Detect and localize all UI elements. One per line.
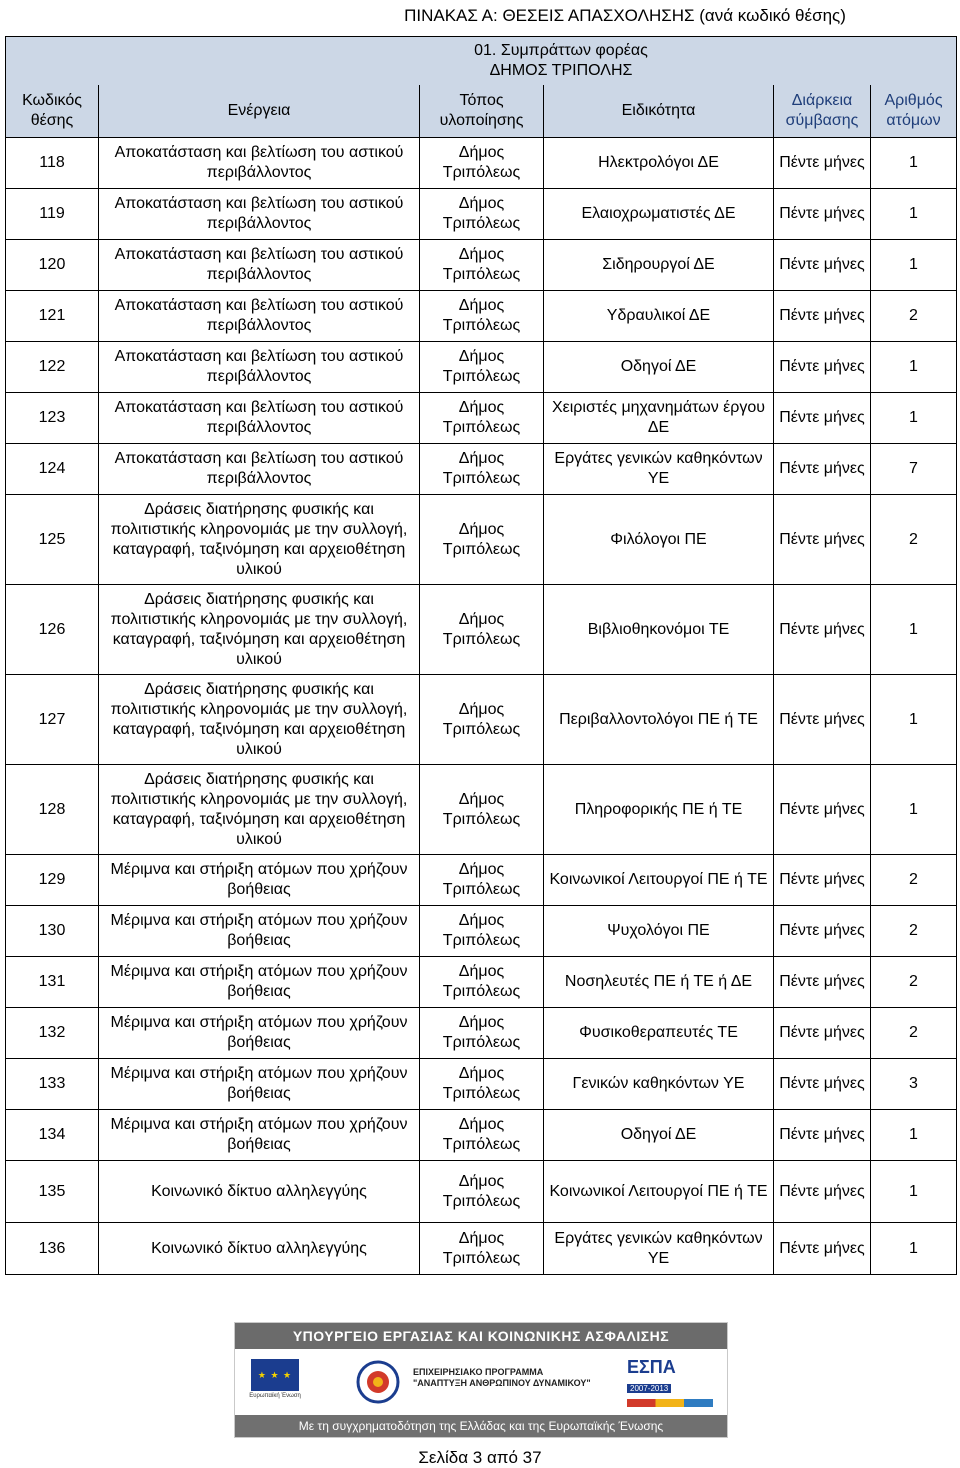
eu-caption: Ευρωπαϊκή Ένωση [249,1393,301,1399]
page-title-text: ΠΙΝΑΚΑΣ Α: ΘΕΣΕΙΣ ΑΠΑΣΧΟΛΗΣΗΣ (ανά κωδικό θέσης) [404,6,846,25]
table-row [6,1110,957,1161]
cell-location: Δήμος Τριπόλεως [420,240,544,291]
cell-action: Μέριμνα και στήριξη ατόμων που χρήζουν βοήθειας [99,957,420,1008]
cell-code: 136 [6,1223,99,1275]
table-row [6,393,957,444]
header-persons: Αριθμός ατόμων [871,85,957,138]
cell-persons: 2 [871,906,957,957]
table-row [6,189,957,240]
cell-action: Μέριμνα και στήριξη ατόμων που χρήζουν βοήθειας [99,1110,420,1161]
cell-duration: Πέντε μήνες [774,138,871,189]
table-row [6,342,957,393]
org-line-1: 01. Συμπράττων φορέας [474,42,648,59]
cell-persons: 1 [871,765,957,855]
cell-duration: Πέντε μήνες [774,1161,871,1223]
table-row [6,1059,957,1110]
cell-code: 132 [6,1008,99,1059]
cell-persons: 1 [871,138,957,189]
cell-location: Δήμος Τριπόλεως [420,1161,544,1223]
table-row [6,906,957,957]
table-row [6,291,957,342]
cell-specialty: Ψυχολόγοι ΠΕ [544,906,774,957]
cell-duration: Πέντε μήνες [774,342,871,393]
cell-persons: 2 [871,291,957,342]
cell-code: 118 [6,138,99,189]
espa-years: 2007-2013 [627,1384,671,1393]
cell-location: Δήμος Τριπόλεως [420,291,544,342]
cell-duration: Πέντε μήνες [774,675,871,765]
table-row [6,765,957,855]
cell-specialty: Χειριστές μηχανημάτων έργου ΔΕ [544,393,774,444]
cell-code: 130 [6,906,99,957]
table-row [6,1008,957,1059]
cell-location: Δήμος Τριπόλεως [420,1110,544,1161]
cell-location: Δήμος Τριπόλεως [420,855,544,906]
table-row [6,495,957,585]
cell-duration: Πέντε μήνες [774,291,871,342]
cell-persons: 1 [871,585,957,675]
cell-specialty: Φιλόλογοι ΠΕ [544,495,774,585]
cell-specialty: Οδηγοί ΔΕ [544,342,774,393]
funding-banner [234,1322,728,1438]
cell-action: Μέριμνα και στήριξη ατόμων που χρήζουν βοήθειας [99,1059,420,1110]
cell-location: Δήμος Τριπόλεως [420,495,544,585]
eu-flag-icon: ★ ★ ★ [251,1359,299,1391]
header-duration: Διάρκεια σύμβασης [774,85,871,138]
cell-specialty: Υδραυλικοί ΔΕ [544,291,774,342]
cell-code: 123 [6,393,99,444]
cell-specialty: Κοινωνικοί Λειτουργοί ΠΕ ή ΤΕ [544,1161,774,1223]
op-text [413,1367,613,1389]
cell-specialty: Οδηγοί ΔΕ [544,1110,774,1161]
cell-specialty: Ηλεκτρολόγοι ΔΕ [544,138,774,189]
espa-logo [627,1357,713,1401]
op-emblem-icon [353,1357,403,1407]
cell-persons: 1 [871,189,957,240]
cell-code: 135 [6,1161,99,1223]
cell-persons: 1 [871,342,957,393]
cell-code: 124 [6,444,99,495]
cell-duration: Πέντε μήνες [774,1059,871,1110]
header-action: Ενέργεια [99,85,420,138]
cell-code: 128 [6,765,99,855]
cell-location: Δήμος Τριπόλεως [420,1008,544,1059]
table-row [6,240,957,291]
cell-action: Μέριμνα και στήριξη ατόμων που χρήζουν βοήθειας [99,906,420,957]
cell-action: Αποκατάσταση και βελτίωση του αστικού περιβάλλοντος [99,138,420,189]
cell-persons: 2 [871,495,957,585]
table-row [6,585,957,675]
espa-stripes [627,1399,713,1407]
header-row [6,85,957,138]
org-cell [6,37,957,86]
cell-specialty: Σιδηρουργοί ΔΕ [544,240,774,291]
cell-specialty: Περιβαλλοντολόγοι ΠΕ ή ΤΕ [544,675,774,765]
ministry-bar: ΥΠΟΥΡΓΕΙΟ ΕΡΓΑΣΙΑΣ ΚΑΙ ΚΟΙΝΩΝΙΚΗΣ ΑΣΦΑΛΙΣΗΣ [235,1323,727,1349]
cell-duration: Πέντε μήνες [774,444,871,495]
table-row [6,444,957,495]
cell-specialty: Κοινωνικοί Λειτουργοί ΠΕ ή ΤΕ [544,855,774,906]
header-specialty: Ειδικότητα [544,85,774,138]
cell-location: Δήμος Τριπόλεως [420,189,544,240]
cell-location: Δήμος Τριπόλεως [420,444,544,495]
cell-action: Αποκατάσταση και βελτίωση του αστικού περιβάλλοντος [99,291,420,342]
table-row [6,1223,957,1275]
cell-code: 119 [6,189,99,240]
espa-title: ΕΣΠΑ [627,1357,676,1377]
cell-location: Δήμος Τριπόλεως [420,393,544,444]
table-row [6,957,957,1008]
cell-location: Δήμος Τριπόλεως [420,957,544,1008]
cell-duration: Πέντε μήνες [774,585,871,675]
op-title: ΕΠΙΧΕΙΡΗΣΙΑΚΟ ΠΡΟΓΡΑΜΜΑ [413,1367,544,1377]
cell-duration: Πέντε μήνες [774,1110,871,1161]
cell-code: 127 [6,675,99,765]
cell-duration: Πέντε μήνες [774,1008,871,1059]
cell-action: Κοινωνικό δίκτυο αλληλεγγύης [99,1161,420,1223]
cell-duration: Πέντε μήνες [774,1223,871,1275]
cell-duration: Πέντε μήνες [774,495,871,585]
header-location: Τόπος υλοποίησης [420,85,544,138]
cell-action: Δράσεις διατήρησης φυσικής και πολιτιστικής κληρονομιάς με την συλλογή, καταγραφή, ταξινόμηση και αρχειοθέτηση υλικού [99,495,420,585]
cell-code: 120 [6,240,99,291]
org-row [6,37,957,86]
cell-location: Δήμος Τριπόλεως [420,1223,544,1275]
cell-action: Αποκατάσταση και βελτίωση του αστικού περιβάλλοντος [99,342,420,393]
cell-specialty: Νοσηλευτές ΠΕ ή ΤΕ ή ΔΕ [544,957,774,1008]
cell-action: Κοινωνικό δίκτυο αλληλεγγύης [99,1223,420,1275]
table-row [6,1161,957,1223]
cell-specialty: Εργάτες γενικών καθηκόντων ΥΕ [544,444,774,495]
cell-location: Δήμος Τριπόλεως [420,906,544,957]
page-footer: Σελίδα 3 από 37 [418,1448,542,1467]
table-row [6,855,957,906]
table-row [6,138,957,189]
cell-duration: Πέντε μήνες [774,906,871,957]
cell-specialty: Φυσικοθεραπευτές ΤΕ [544,1008,774,1059]
cell-location: Δήμος Τριπόλεως [420,765,544,855]
cell-code: 134 [6,1110,99,1161]
cell-persons: 7 [871,444,957,495]
header-code: Κωδικός θέσης [6,85,99,138]
cell-specialty: Γενικών καθηκόντων ΥΕ [544,1059,774,1110]
cell-code: 121 [6,291,99,342]
cell-code: 133 [6,1059,99,1110]
cell-code: 131 [6,957,99,1008]
cell-persons: 3 [871,1059,957,1110]
op-subtitle: "ΑΝΑΠΤΥΞΗ ΑΝΘΡΩΠΙΝΟΥ ΔΥΝΑΜΙΚΟΥ" [413,1378,591,1388]
cell-persons: 1 [871,393,957,444]
positions-table [5,36,957,1275]
cell-duration: Πέντε μήνες [774,189,871,240]
cell-action: Μέριμνα και στήριξη ατόμων που χρήζουν βοήθειας [99,1008,420,1059]
cell-specialty: Βιβλιοθηκονόμοι ΤΕ [544,585,774,675]
cell-action: Δράσεις διατήρησης φυσικής και πολιτιστικής κληρονομιάς με την συλλογή, καταγραφή, ταξινόμηση και αρχειοθέτηση υλικού [99,585,420,675]
cell-location: Δήμος Τριπόλεως [420,138,544,189]
cell-duration: Πέντε μήνες [774,855,871,906]
cell-action: Αποκατάσταση και βελτίωση του αστικού περιβάλλοντος [99,444,420,495]
cell-persons: 1 [871,675,957,765]
cell-duration: Πέντε μήνες [774,957,871,1008]
table-row [6,675,957,765]
cell-action: Δράσεις διατήρησης φυσικής και πολιτιστικής κληρονομιάς με την συλλογή, καταγραφή, ταξινόμηση και αρχειοθέτηση υλικού [99,765,420,855]
org-line-2: ΔΗΜΟΣ ΤΡΙΠΟΛΗΣ [489,62,633,79]
cell-action: Αποκατάσταση και βελτίωση του αστικού περιβάλλοντος [99,189,420,240]
cell-action: Αποκατάσταση και βελτίωση του αστικού περιβάλλοντος [99,240,420,291]
cell-persons: 1 [871,1161,957,1223]
cell-persons: 2 [871,957,957,1008]
cell-persons: 1 [871,1223,957,1275]
cell-specialty: Εργάτες γενικών καθηκόντων ΥΕ [544,1223,774,1275]
cell-persons: 1 [871,240,957,291]
cell-persons: 2 [871,1008,957,1059]
cell-duration: Πέντε μήνες [774,393,871,444]
cell-action: Δράσεις διατήρησης φυσικής και πολιτιστικής κληρονομιάς με την συλλογή, καταγραφή, ταξινόμηση και αρχειοθέτηση υλικού [99,675,420,765]
cell-specialty: Πληροφορικής ΠΕ ή ΤΕ [544,765,774,855]
cofunding-bar: Με τη συγχρηματοδότηση της Ελλάδας και της Ευρωπαϊκής Ένωσης [235,1415,727,1437]
cell-location: Δήμος Τριπόλεως [420,675,544,765]
cell-action: Μέριμνα και στήριξη ατόμων που χρήζουν βοήθειας [99,855,420,906]
cell-duration: Πέντε μήνες [774,765,871,855]
page-title [0,6,960,26]
cell-location: Δήμος Τριπόλεως [420,585,544,675]
cell-persons: 1 [871,1110,957,1161]
cell-persons: 2 [871,855,957,906]
cell-location: Δήμος Τριπόλεως [420,342,544,393]
cell-location: Δήμος Τριπόλεως [420,1059,544,1110]
cell-duration: Πέντε μήνες [774,240,871,291]
cell-code: 122 [6,342,99,393]
cell-code: 129 [6,855,99,906]
cell-specialty: Ελαιοχρωματιστές ΔΕ [544,189,774,240]
cell-action: Αποκατάσταση και βελτίωση του αστικού περιβάλλοντος [99,393,420,444]
cell-code: 125 [6,495,99,585]
cell-code: 126 [6,585,99,675]
